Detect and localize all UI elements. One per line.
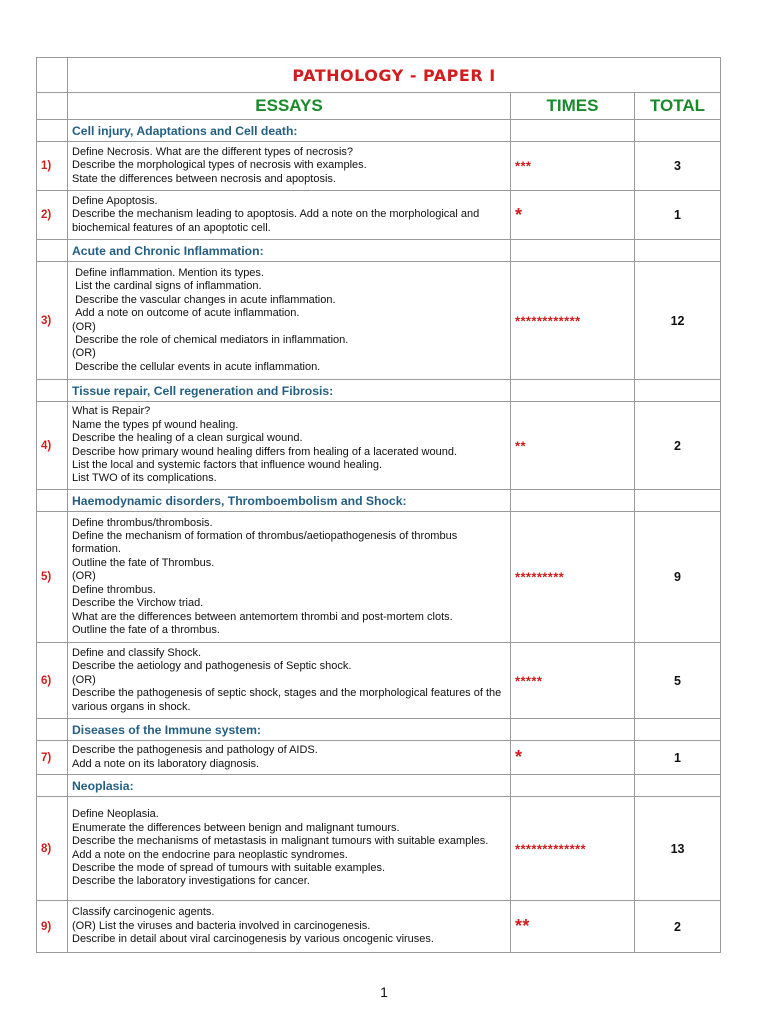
times-stars: **: [515, 437, 526, 453]
question-row: [37, 402, 721, 490]
blank-cell: [37, 58, 68, 93]
section-row: [37, 490, 721, 512]
question-number: 2): [37, 191, 68, 240]
section-row: [37, 719, 721, 741]
question-row: [37, 142, 721, 191]
question-text: Define thrombus/thrombosis. Define the mechanism of formation of thrombus/aetiopathogenesis of thrombus formation. Outline the fate of Thrombus. (OR) Define thrombus. Describe the Virchow triad. What are the differences between antemortem thrombi and post-mortem clots. Outline the fate of a thrombus.: [68, 512, 511, 643]
section-row: [37, 775, 721, 797]
times-stars: *************: [515, 840, 586, 856]
total-value: 5: [635, 643, 721, 719]
question-number: 9): [37, 901, 68, 953]
essays-header: ESSAYS: [68, 93, 511, 120]
section-heading: Acute and Chronic Inflammation:: [68, 240, 511, 262]
times-stars: *: [515, 747, 523, 767]
times-stars: *****: [515, 672, 543, 688]
section-heading: Haemodynamic disorders, Thromboembolism and Shock:: [68, 490, 511, 512]
times-cell: [511, 402, 635, 490]
times-cell: [511, 512, 635, 643]
total-value: 2: [635, 901, 721, 953]
page-title: PATHOLOGY - PAPER I: [68, 58, 721, 93]
question-row: [37, 262, 721, 380]
question-row: [37, 741, 721, 775]
question-number: 3): [37, 262, 68, 380]
question-number: 7): [37, 741, 68, 775]
total-value: 13: [635, 797, 721, 901]
essay-table: [36, 57, 721, 953]
question-row: [37, 643, 721, 719]
question-number: 1): [37, 142, 68, 191]
times-header: TIMES: [511, 93, 635, 120]
question-number: 8): [37, 797, 68, 901]
total-value: 2: [635, 402, 721, 490]
times-stars: ************: [515, 312, 581, 328]
section-row: [37, 380, 721, 402]
section-heading: Cell injury, Adaptations and Cell death:: [68, 120, 511, 142]
question-text: Define Apoptosis. Describe the mechanism leading to apoptosis. Add a note on the morphological and biochemical features of an apoptotic cell.: [68, 191, 511, 240]
header-row: [37, 93, 721, 120]
times-stars: **: [515, 916, 530, 936]
blank-cell: [37, 93, 68, 120]
question-text: Define Neoplasia. Enumerate the differences between benign and malignant tumours. Describe the mechanisms of metastasis in malignant tumours with suitable examples. Add a note on the endocrine para neoplastic syndromes. Describe the mode of spread of tumours with suitable examples. Describe the laboratory investigations for cancer.: [68, 797, 511, 901]
page-number: 1: [380, 984, 388, 1000]
total-value: 1: [635, 741, 721, 775]
title-row: [37, 58, 721, 93]
question-number: 6): [37, 643, 68, 719]
times-cell: [511, 901, 635, 953]
times-cell: [511, 741, 635, 775]
section-heading: Tissue repair, Cell regeneration and Fibrosis:: [68, 380, 511, 402]
times-cell: [511, 262, 635, 380]
times-cell: [511, 797, 635, 901]
question-row: [37, 191, 721, 240]
question-text: Define and classify Shock. Describe the aetiology and pathogenesis of Septic shock. (OR) Describe the pathogenesis of septic shock, stages and the morphological features of the various organs in shock.: [68, 643, 511, 719]
section-row: [37, 240, 721, 262]
question-number: 5): [37, 512, 68, 643]
question-text: Classify carcinogenic agents. (OR) List the viruses and bacteria involved in carcinogenesis. Describe in detail about viral carcinogenesis by various oncogenic viruses.: [68, 901, 511, 953]
total-value: 3: [635, 142, 721, 191]
question-text: What is Repair? Name the types pf wound healing. Describe the healing of a clean surgical wound. Describe how primary wound healing differs from healing of a lacerated wound. List the local and systemic factors that influence wound healing. List TWO of its complications.: [68, 402, 511, 490]
question-row: [37, 512, 721, 643]
question-number: 4): [37, 402, 68, 490]
section-heading: Diseases of the Immune system:: [68, 719, 511, 741]
question-text: Define Necrosis. What are the different types of necrosis? Describe the morphological types of necrosis with examples. State the differences between necrosis and apoptosis.: [68, 142, 511, 191]
times-cell: [511, 142, 635, 191]
total-header: TOTAL: [635, 93, 721, 120]
total-value: 1: [635, 191, 721, 240]
section-row: [37, 120, 721, 142]
total-value: 12: [635, 262, 721, 380]
times-stars: *********: [515, 569, 565, 585]
times-cell: [511, 643, 635, 719]
question-row: [37, 901, 721, 953]
total-value: 9: [635, 512, 721, 643]
section-heading: Neoplasia:: [68, 775, 511, 797]
times-stars: ***: [515, 158, 532, 174]
question-text: Describe the pathogenesis and pathology of AIDS. Add a note on its laboratory diagnosis.: [68, 741, 511, 775]
question-row: [37, 797, 721, 901]
times-stars: *: [515, 204, 523, 225]
times-cell: [511, 191, 635, 240]
question-text: Define inflammation. Mention its types. List the cardinal signs of inflammation. Describe the vascular changes in acute inflammation. Add a note on outcome of acute inflammation. (OR) Describe the role of chemical mediators in inflammation. (OR) Describe the cellular events in acute inflammation.: [68, 262, 511, 380]
